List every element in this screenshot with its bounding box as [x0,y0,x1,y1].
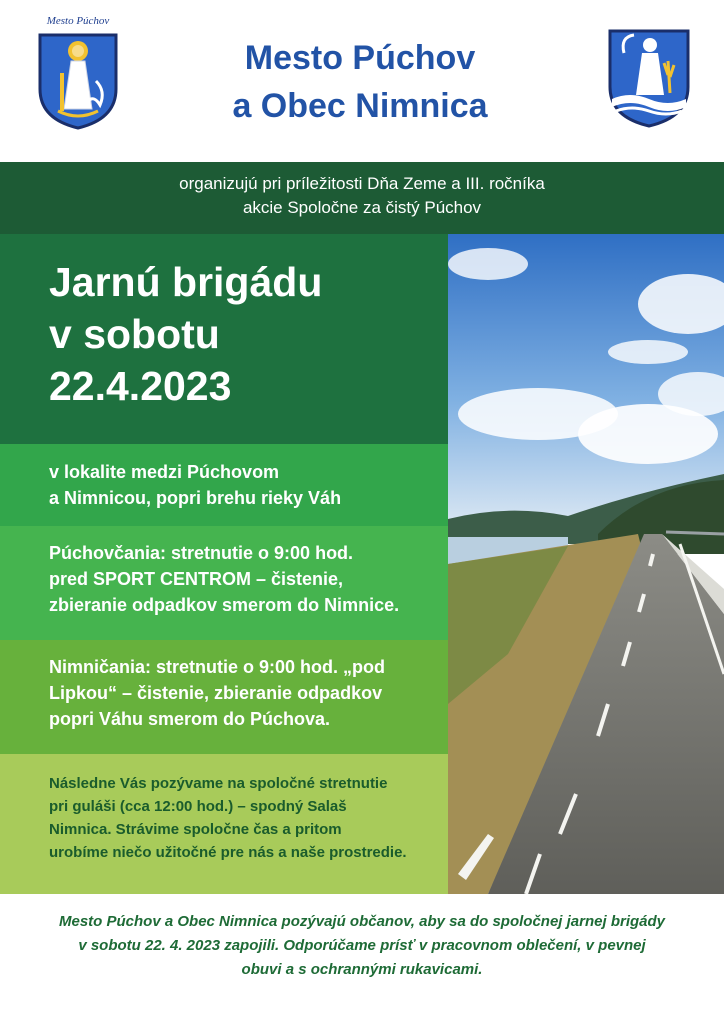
location-line: a Nimnicou, popri brehu rieky Váh [49,488,342,508]
puchov-meeting-line: Púchovčania: stretnutie o 9:00 hod. [49,543,354,563]
headline-date: 22.4.2023 [49,363,232,409]
invitation-block [0,754,448,894]
footer-line: Mesto Púchov a Obec Nimnica pozývajú občanov, aby sa do spoločnej jarnej brigády [59,913,665,930]
location-line: v lokalite medzi Púchovom [49,462,280,482]
nimnica-meeting-line: Nimničania: stretnutie o 9:00 hod. „pod [49,657,386,677]
footer-line: v sobotu 22. 4. 2023 zapojili. Odporúčame prísť v pracovnom oblečení, v pevnej [78,937,646,954]
headline-line: Jarnú brigádu [49,259,323,305]
page-title [140,34,580,130]
intro-line: akcie Spoločne za čistý Púchov [242,198,482,217]
nimnica-meeting-line: Lipkou“ – čistenie, zbieranie odpadkov [49,683,383,703]
event-headline [49,256,322,412]
headline-block [0,234,448,444]
crest-label: Mesto Púchov [46,15,110,27]
nimnica-coat-of-arms-icon [606,27,692,129]
invitation-line: Nimnica. Strávime spoločne čas a pritom [49,821,342,838]
location-block [0,444,448,526]
intro-band [0,162,724,234]
nimnica-meeting-line: popri Váhu smerom do Púchova. [49,709,331,729]
invitation-line: Následne Vás pozývame na spoločné stretnutie [49,775,388,792]
intro-line: organizujú pri príležitosti Dňa Zeme a III. ročníka [179,174,545,193]
event-details [0,234,448,894]
title-line: Mesto Púchov [244,39,476,77]
puchov-meeting-line: zbieranie odpadkov smerom do Nimnice. [49,595,400,615]
headline-line: v sobotu [49,311,220,357]
riverside-path-photo [448,234,724,894]
footer [0,894,724,1024]
header [0,0,724,162]
invitation-line: urobíme niečo užitočné pre nás a naše prostredie. [49,844,407,861]
footer-note [24,910,700,982]
puchov-meeting-block [0,526,448,640]
invitation-line: pri guláši (cca 12:00 hod.) – spodný Salaš [49,798,347,815]
footer-line: obuvi a s ochrannými rukavicami. [241,961,483,978]
puchov-coat-of-arms-icon [36,31,120,131]
title-line: a Obec Nimnica [232,87,488,125]
puchov-meeting-line: pred SPORT CENTROM – čistenie, [49,569,344,589]
nimnica-meeting-block [0,640,448,754]
